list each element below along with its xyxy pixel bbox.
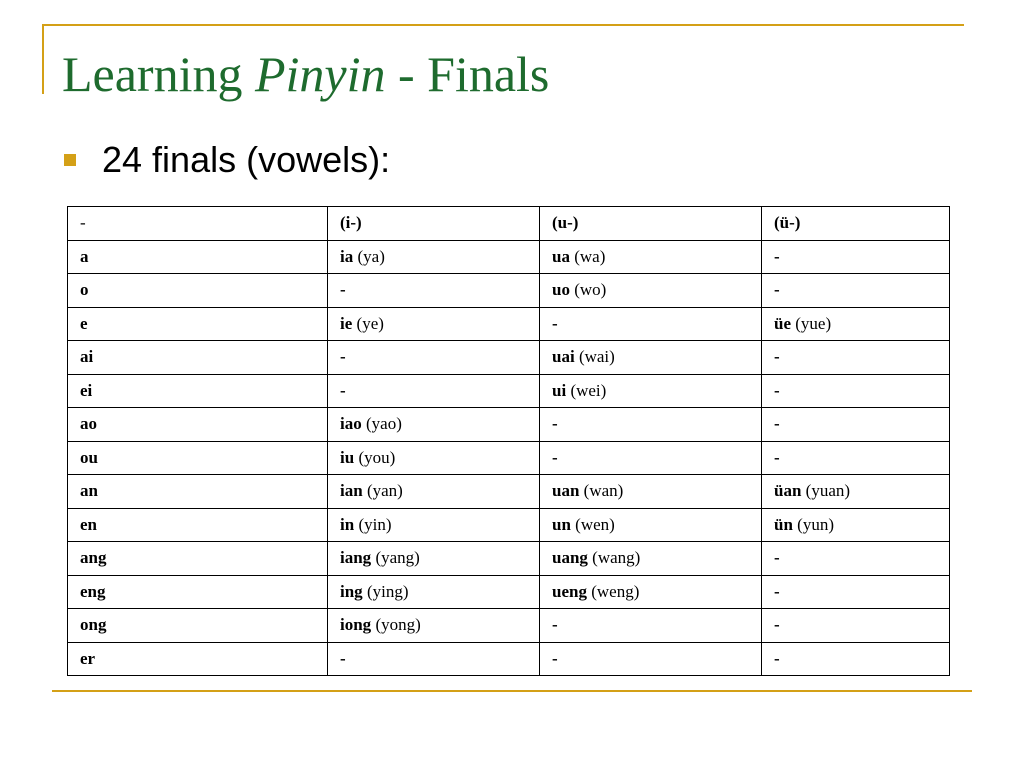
table-cell: üe (yue) bbox=[762, 307, 950, 341]
table-cell: ang bbox=[68, 542, 328, 576]
table-cell: un (wen) bbox=[540, 508, 762, 542]
table-cell: uai (wai) bbox=[540, 341, 762, 375]
table-cell: eng bbox=[68, 575, 328, 609]
table-row bbox=[68, 475, 950, 509]
table-row bbox=[68, 274, 950, 308]
finals-table bbox=[67, 206, 950, 676]
bullet-point bbox=[64, 136, 390, 184]
table-cell: - bbox=[762, 374, 950, 408]
bottom-decorative-line bbox=[52, 690, 972, 692]
table-row bbox=[68, 408, 950, 442]
table-cell: ai bbox=[68, 341, 328, 375]
header-cell: (i-) bbox=[328, 207, 540, 241]
table-cell: o bbox=[68, 274, 328, 308]
table-cell: a bbox=[68, 240, 328, 274]
table-row bbox=[68, 575, 950, 609]
table-cell: - bbox=[762, 341, 950, 375]
top-decorative-line bbox=[42, 24, 964, 26]
table-cell: en bbox=[68, 508, 328, 542]
table-row bbox=[68, 609, 950, 643]
table-cell: ian (yan) bbox=[328, 475, 540, 509]
table-cell: ueng (weng) bbox=[540, 575, 762, 609]
header-cell: (u-) bbox=[540, 207, 762, 241]
slide-title bbox=[62, 44, 549, 104]
table-cell: - bbox=[328, 341, 540, 375]
table-row bbox=[68, 642, 950, 676]
table-row bbox=[68, 508, 950, 542]
bullet-text: 24 finals (vowels): bbox=[102, 139, 391, 180]
table-cell: - bbox=[328, 642, 540, 676]
table-cell: - bbox=[762, 642, 950, 676]
table-cell: ao bbox=[68, 408, 328, 442]
table-cell: - bbox=[762, 575, 950, 609]
table-row bbox=[68, 441, 950, 475]
table-cell: ia (ya) bbox=[328, 240, 540, 274]
table-cell: in (yin) bbox=[328, 508, 540, 542]
table-cell: - bbox=[540, 408, 762, 442]
table-cell: - bbox=[540, 642, 762, 676]
table-cell: ui (wei) bbox=[540, 374, 762, 408]
left-decorative-line bbox=[42, 24, 44, 94]
table-cell: ua (wa) bbox=[540, 240, 762, 274]
table-cell: ie (ye) bbox=[328, 307, 540, 341]
table-cell: - bbox=[540, 441, 762, 475]
table-cell: uan (wan) bbox=[540, 475, 762, 509]
table-cell: an bbox=[68, 475, 328, 509]
table-cell: - bbox=[762, 542, 950, 576]
table-cell: ou bbox=[68, 441, 328, 475]
table-cell: - bbox=[762, 274, 950, 308]
table-cell: iang (yang) bbox=[328, 542, 540, 576]
table-cell: - bbox=[328, 374, 540, 408]
table-cell: - bbox=[762, 240, 950, 274]
table-cell: üan (yuan) bbox=[762, 475, 950, 509]
table-row bbox=[68, 374, 950, 408]
table-cell: - bbox=[540, 307, 762, 341]
table-cell: iao (yao) bbox=[328, 408, 540, 442]
table-cell: iu (you) bbox=[328, 441, 540, 475]
table-cell: iong (yong) bbox=[328, 609, 540, 643]
header-cell: (ü-) bbox=[762, 207, 950, 241]
table-cell: er bbox=[68, 642, 328, 676]
title-part-2: - Finals bbox=[385, 46, 550, 102]
table-header-row bbox=[68, 207, 950, 241]
title-italic-pinyin: Pinyin bbox=[254, 46, 386, 102]
table-cell: - bbox=[762, 408, 950, 442]
table-cell: ing (ying) bbox=[328, 575, 540, 609]
table-cell: ei bbox=[68, 374, 328, 408]
table-cell: - bbox=[762, 609, 950, 643]
table-row bbox=[68, 307, 950, 341]
table-row bbox=[68, 341, 950, 375]
table-cell: ong bbox=[68, 609, 328, 643]
square-bullet-icon bbox=[64, 154, 76, 166]
table-cell: uang (wang) bbox=[540, 542, 762, 576]
table-row bbox=[68, 240, 950, 274]
table-row bbox=[68, 542, 950, 576]
title-part-1: Learning bbox=[62, 46, 255, 102]
table-cell: ün (yun) bbox=[762, 508, 950, 542]
table-cell: - bbox=[540, 609, 762, 643]
table-cell: e bbox=[68, 307, 328, 341]
table-cell: - bbox=[328, 274, 540, 308]
header-cell: - bbox=[68, 207, 328, 241]
table-cell: - bbox=[762, 441, 950, 475]
table-cell: uo (wo) bbox=[540, 274, 762, 308]
